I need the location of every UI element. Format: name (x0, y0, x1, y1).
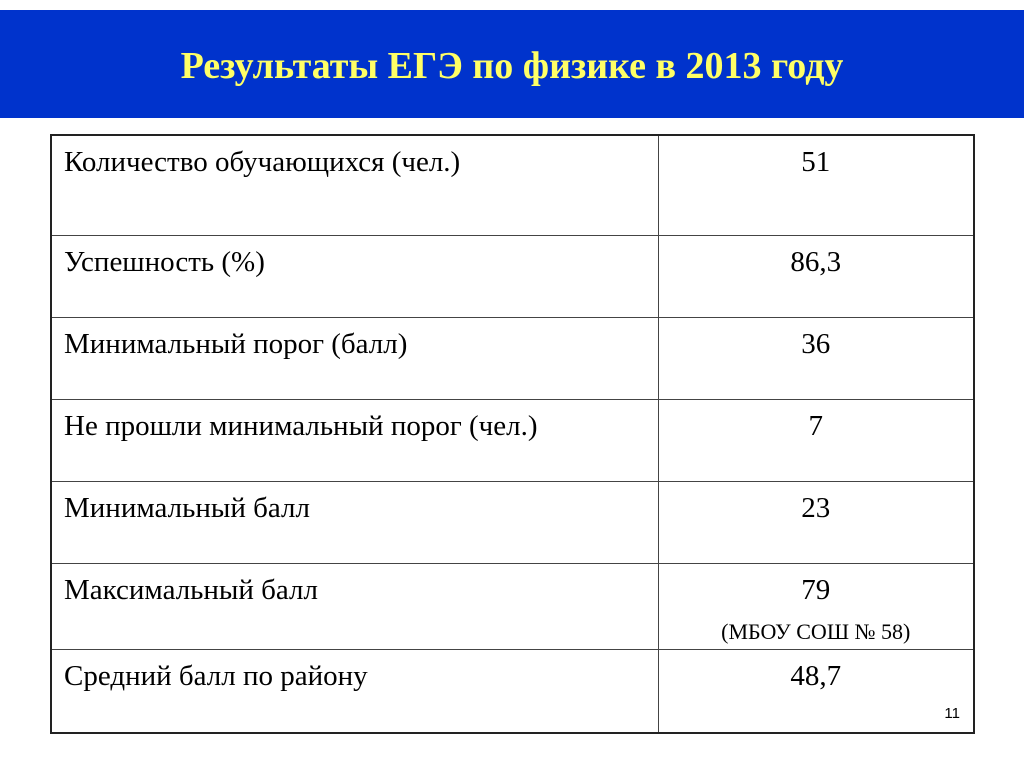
row-value: 23 (658, 481, 974, 563)
row-label: Средний балл по району (51, 649, 658, 733)
row-value: 48,7 (658, 649, 974, 733)
row-label: Успешность (%) (51, 235, 658, 317)
row-label: Минимальный порог (балл) (51, 317, 658, 399)
row-value: 51 (658, 135, 974, 235)
row-label: Максимальный балл (51, 563, 658, 649)
row-value: 79 (801, 573, 831, 606)
row-value: 36 (658, 317, 974, 399)
results-table (50, 134, 975, 734)
table-row (51, 563, 974, 649)
school-note: (МБОУ СОШ № 58) (721, 618, 911, 644)
row-label: Минимальный балл (51, 481, 658, 563)
table-row (51, 317, 974, 399)
row-value: 7 (658, 399, 974, 481)
row-label: Не прошли минимальный порог (чел.) (51, 399, 658, 481)
row-value-with-note (658, 563, 974, 649)
table-row (51, 399, 974, 481)
slide-number: 11 (944, 705, 960, 722)
slide-title: Результаты ЕГЭ по физике в 2013 году (180, 45, 844, 87)
table-row (51, 235, 974, 317)
table-row (51, 135, 974, 235)
table-row (51, 649, 974, 733)
title-bar (0, 10, 1024, 118)
row-value: 86,3 (658, 235, 974, 317)
row-label: Количество обучающихся (чел.) (51, 135, 658, 235)
table-row (51, 481, 974, 563)
